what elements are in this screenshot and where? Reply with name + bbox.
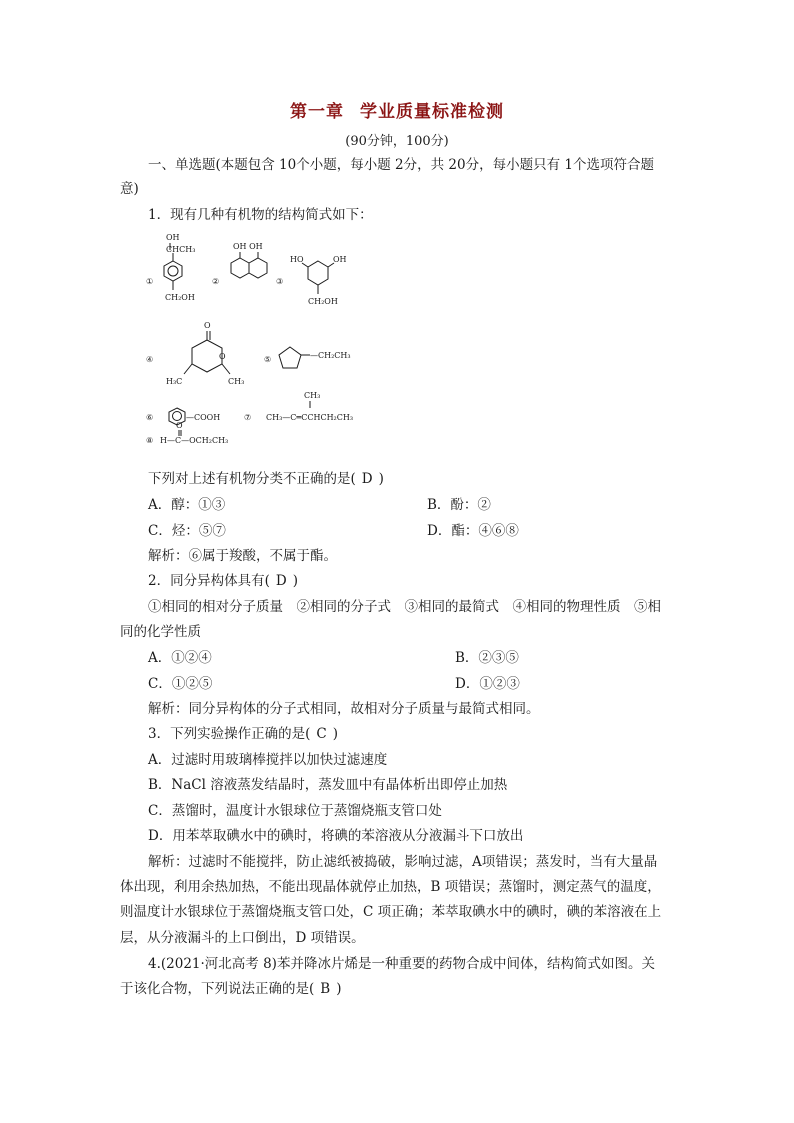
q4-stem-text: 于该化合物，下列说法正确的是( <box>120 981 315 997</box>
q2-list-cont: 同的化学性质 <box>120 624 201 640</box>
q1-option-d: D．酯：④⑥⑧ <box>427 523 519 539</box>
s7-ch3: CH₃ <box>304 391 321 400</box>
s1-oh: OH <box>166 233 180 242</box>
q3-option-b: B．NaCl 溶液蒸发结晶时，蒸发皿中有晶体析出即停止加热 <box>148 777 508 793</box>
q3-stem-text: 3．下列实验操作正确的是( <box>148 726 311 742</box>
q3-analysis-2: 体出现，利用余热加热，不能出现晶体就停止加热，B 项错误；蒸馏时，测定蒸气的温度， <box>120 879 661 895</box>
q3-answer: C <box>316 726 327 742</box>
label-3: ③ <box>276 277 284 286</box>
q2-stem <box>148 572 298 590</box>
label-8: ⑧ <box>146 436 154 443</box>
label-1: ① <box>146 277 154 286</box>
q3-option-a: A．过滤时用玻璃棒搅拌以加快过滤速度 <box>148 752 388 768</box>
q2-option-d: D．①②③ <box>455 676 520 692</box>
label-4: ④ <box>146 355 154 364</box>
label-7: ⑦ <box>244 413 252 422</box>
q4-answer: B <box>320 981 331 997</box>
q1-close: ) <box>378 471 384 487</box>
q1-structures-figure <box>140 228 380 447</box>
label-6: ⑥ <box>146 413 154 422</box>
chapter-title: 学业质量标准检测 <box>360 102 504 122</box>
q3-analysis-4: 层，从分液漏斗的上口倒出，D 项错误。 <box>120 930 365 946</box>
q2-option-b: B．②③⑤ <box>455 650 519 666</box>
q1-ask <box>148 470 384 488</box>
s8-formula: H—C—OCH₂CH₃ <box>160 436 229 443</box>
q3-option-c: C．蒸馏时，温度计水银球位于蒸馏烧瓶支管口处 <box>148 803 442 819</box>
q2-close: ) <box>292 573 298 589</box>
s7-formula: CH₃—C═CCHCH₂CH₃ <box>266 413 354 422</box>
s4-o-ring: O <box>219 352 226 361</box>
q1-answer: D <box>361 471 373 487</box>
q2-list: ①相同的相对分子质量 ②相同的分子式 ③相同的最简式 ④相同的物理性质 ⑤相 <box>148 599 661 615</box>
q1-ask-text: 下列对上述有机物分类不正确的是( <box>148 471 356 487</box>
exam-duration-score: (90分钟，100分) <box>345 134 449 149</box>
s4-o-top: O <box>204 321 211 330</box>
q3-analysis-3: 则温度计水银球位于蒸馏烧瓶支管口处，C 项正确；苯萃取碘水中的碘时，碘的苯溶液在上 <box>120 904 662 920</box>
s4-h3c: H₃C <box>166 377 183 386</box>
q3-option-d: D．用苯萃取碘水中的碘时，将碘的苯溶液从分液漏斗下口放出 <box>148 828 524 844</box>
s3-ch2oh: CH₂OH <box>308 297 338 306</box>
q3-close: ) <box>332 726 338 742</box>
section-heading: 一、单选题(本题包含 10个小题，每小题 2分，共 20分，每小题只有 1个选项符合题 <box>148 157 654 173</box>
q1-option-a: A．醇：①③ <box>148 497 226 513</box>
label-2: ② <box>212 277 220 286</box>
q2-option-c: C．①②⑤ <box>148 676 213 692</box>
s4-ch3: CH₃ <box>228 377 245 386</box>
s3-ho: HO <box>290 255 304 264</box>
s1-chch3: CHCH₃ <box>166 245 196 254</box>
structures-svg <box>140 228 380 443</box>
s3-oh: OH <box>333 255 347 264</box>
q4-close: ) <box>336 981 342 997</box>
q1-option-c: C．烃：⑤⑦ <box>148 523 226 539</box>
section-heading-cont: 意) <box>120 181 139 197</box>
s8-o: O <box>176 421 183 430</box>
s2-ohoh: OH OH <box>233 242 263 251</box>
q2-analysis: 解析：同分异构体的分子式相同，故相对分子质量与最简式相同。 <box>148 701 540 717</box>
q3-stem <box>148 725 338 743</box>
q2-answer: D <box>275 573 287 589</box>
q1-stem: 1．现有几种有机物的结构简式如下： <box>148 207 373 223</box>
label-5: ⑤ <box>264 355 272 364</box>
s5-ch2ch3: —CH₂CH₃ <box>310 351 351 360</box>
s6-cooh: —COOH <box>186 413 221 422</box>
q1-option-b: B．酚：② <box>427 497 491 513</box>
q2-option-a: A．①②④ <box>148 650 212 666</box>
s1-ch2oh: CH₂OH <box>165 293 195 302</box>
q4-stem: 4.(2021·河北高考 8)苯并降冰片烯是一种重要的药物合成中间体，结构简式如图。关 <box>148 956 655 972</box>
q3-analysis-1: 解析：过滤时不能搅拌，防止滤纸被捣破，影响过滤，A项错误；蒸发时，当有大量晶 <box>148 854 658 870</box>
q2-stem-text: 2．同分异构体具有( <box>148 573 270 589</box>
q4-stem-cont <box>120 980 341 998</box>
q1-analysis: 解析：⑥属于羧酸，不属于酯。 <box>148 548 337 564</box>
chapter-label: 第一章 <box>290 102 344 122</box>
page-title <box>0 97 794 122</box>
